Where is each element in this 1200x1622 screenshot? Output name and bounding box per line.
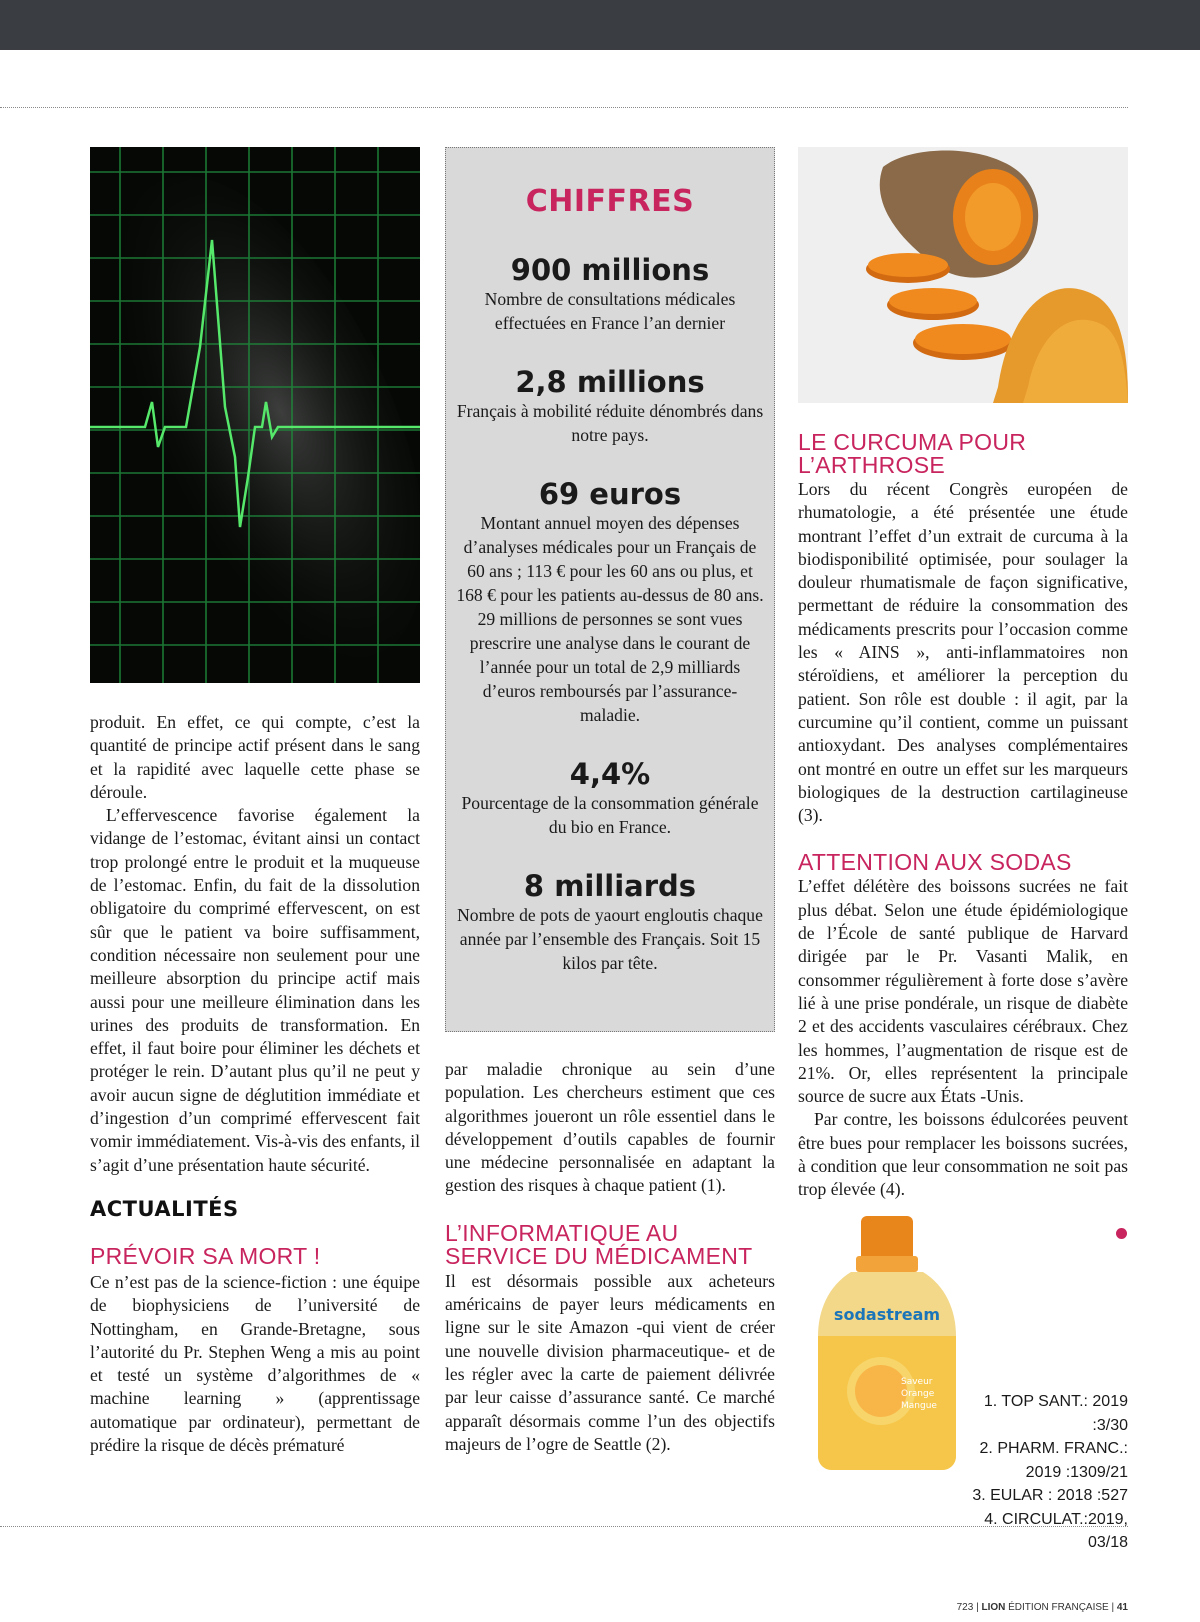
column-center <box>445 147 775 1456</box>
stat-value: 8 milliards <box>523 869 697 903</box>
stat-value: 4,4% <box>569 757 651 791</box>
bottle-brand: sodastream <box>833 1304 941 1324</box>
article-title: PRÉVOIR SA MORT ! <box>90 1242 321 1269</box>
reference-item: 1. TOP SANT.: 2019 :3/30 <box>983 1393 1128 1434</box>
continued-body <box>445 1058 775 1198</box>
chiffres-box <box>445 147 775 1032</box>
folio-page-number: 41 <box>1116 1602 1128 1613</box>
stat-description: Nombre de pots de yaourt engloutis chaque année par l’ensemble des Français. Soit 15 kilos par tête. <box>457 905 763 973</box>
folio-magazine: LION <box>981 1602 1006 1613</box>
bottle-label-line: Mangue <box>901 1400 937 1411</box>
reference-item: 2. PHARM. FRANC.: <box>979 1440 1128 1457</box>
article-title: ATTENTION AUX SODAS <box>798 849 1072 876</box>
column-left <box>90 147 420 1457</box>
article-title: L’INFORMATIQUE AU SERVICE DU MÉDICAMENT <box>445 1219 753 1269</box>
stat-item <box>446 365 774 447</box>
body-paragraph: Ce n’est pas de la science-fiction : une équipe de biophysiciens de l’université de Nottingham, en Grande-Bretagne, sous l’autorité du Pr. Stephen Weng a mis au point et testé un système d’algorithmes de « machine learning » (apprentissage automatique par ordinateur), permettant de prédire la risque de décès prématuré <box>90 1271 420 1456</box>
stat-description: Pourcentage de la consommation générale du bio en France. <box>461 793 759 837</box>
article-body <box>445 1270 775 1456</box>
stat-value: 900 millions <box>510 253 710 287</box>
column-right <box>798 147 1128 1471</box>
reference-item: 4. CIRCULAT.:2019, 03/18 <box>984 1510 1128 1551</box>
body-paragraph: L’effet délétère des boissons sucrées ne fait plus débat. Selon une étude épidémiologique de l’École de santé publique de Harvard dirigée par le Pr. Vasanti Malik, en consommer régulièrement à forte dose s’avère lié à une prise pondérale, un risque de diabète 2 et des accidents vasculaires cérébraux. Chez les hommes, l’augmentation de risque est de 21%. Or, elles représentent la principale source de sucre aux États -Unis. <box>798 876 1128 1107</box>
body-paragraph: Lors du récent Congrès européen de rhumatologie, a été présentée une étude montrant l’effet d’un extrait de curcuma à la biodisponibilité optimisée, pour soulager la douleur rhumatismale de façon significative, permettant de réduire la consommation des médicaments prescrits pour l’occasion comme les « AINS », anti-inflammatoires non stéroïdiens, et améliorer la perception du patient. Son rôle est double : il agit, par la curcumine qu’il contient, comme un puissant antioxydant. Des analyses complémentaires ont montré en outre un effet sur les marqueurs biologiques de la destruction cartilagineuse (3). <box>798 479 1128 826</box>
bottle-label-line: Orange <box>901 1388 935 1399</box>
stat-description: Nombre de consultations médicales effectuées en France l’an dernier <box>484 289 736 333</box>
bottom-rule <box>0 1526 1128 1527</box>
top-rule <box>0 107 1128 108</box>
ecg-image <box>90 147 420 683</box>
article-title: LE CURCUMA POUR L’ARTHROSE <box>798 429 1027 478</box>
bottle-label-line: Saveur <box>901 1376 933 1387</box>
top-band <box>0 0 1200 50</box>
turmeric-image <box>798 147 1128 403</box>
stat-description: Montant annuel moyen des dépenses d’analyses médicales pour un Français de 60 ans ; 113 € pour les 60 ans ou plus, et 168 € pour les patients au-dessus de 80 ans. 29 millions de personnes se sont vues prescrire une analyse dans le courant de l’année pour un total de 2,9 milliards d’euros remboursés par l’assurance-maladie. <box>456 513 764 725</box>
article-body <box>90 1271 420 1457</box>
bottle-icon <box>806 1216 966 1471</box>
rubric-heading: ACTUALITÉS <box>90 1196 239 1221</box>
body-paragraph: Par contre, les boissons édulcorées peuvent être bues pour remplacer les boissons sucrées, à condition que leur consommation ne soit pas trop élevée (4). <box>798 1109 1128 1200</box>
stat-value: 69 euros <box>538 477 682 511</box>
stat-item <box>446 757 774 839</box>
intro-body <box>90 711 420 1177</box>
stat-item <box>446 477 774 727</box>
body-paragraph: par maladie chronique au sein d’une population. Les chercheurs estiment que ces algorithmes joueront un rôle essentiel dans le développement d’outils capables de fournir une médecine personnalisée en adaptant la gestion des risques à chaque patient (1). <box>445 1059 775 1196</box>
body-paragraph: Il est désormais possible aux acheteurs américains de payer leurs médicaments en ligne sur le site Amazon -qui vient de créer une nouvelle division pharmaceutique- et de les régler avec la carte de paiement délivrée par leur caisse d’assurance santé. Ce marché apparaît désormais comme l’un des objectifs majeurs de l’ogre de Seattle (2). <box>445 1270 775 1454</box>
references-list <box>950 1390 1128 1555</box>
body-paragraph: produit. En effet, ce qui compte, c’est la quantité de principe actif présent dans le sang et la rapidité avec laquelle cette phase se déroule. <box>90 712 420 802</box>
end-bullet-icon <box>1116 1228 1127 1239</box>
ecg-heartbeat-icon <box>90 147 420 683</box>
body-paragraph: L’effervescence favorise également la vidange de l’estomac, évitant ainsi un contact trop prolongé entre le produit et la muqueuse de l’estomac. Enfin, du fait de la dissolution obligatoire du comprimé effervescent, on est sûr que le patient va boire suffisamment, condition nécessaire non seulement pour une meilleure absorption du principe actif mais aussi pour une meilleure élimination dans les urines des produits de transformation. En effet, il faut boire pour éliminer les déchets et protéger le rein. D’autant plus qu’il ne peut y avoir aucun signe de déglutition immédiate et d’ingestion d’un comprimé effervescent fait vomir immédiatement. Vis-à-vis des enfants, il s’agit d’une présentation haute sécurité. <box>90 805 420 1175</box>
article-body <box>798 875 1128 1201</box>
turmeric-icon <box>798 147 1128 403</box>
folio-edition: ÉDITION FRANÇAISE | <box>1008 1602 1115 1613</box>
chiffres-title: CHIFFRES <box>525 184 695 219</box>
folio-issue: 723 | <box>956 1602 979 1613</box>
sodastream-bottle-image <box>806 1216 966 1471</box>
article-body <box>798 478 1128 827</box>
page-folio <box>820 1602 1128 1613</box>
stat-description: Français à mobilité réduite dénombrés dans notre pays. <box>456 401 764 445</box>
stat-item <box>446 253 774 335</box>
stat-item <box>446 869 774 975</box>
reference-item: 3. EULAR : 2018 :527 <box>972 1487 1128 1504</box>
reference-item: 2019 :1309/21 <box>1025 1463 1128 1481</box>
stat-value: 2,8 millions <box>515 365 705 399</box>
